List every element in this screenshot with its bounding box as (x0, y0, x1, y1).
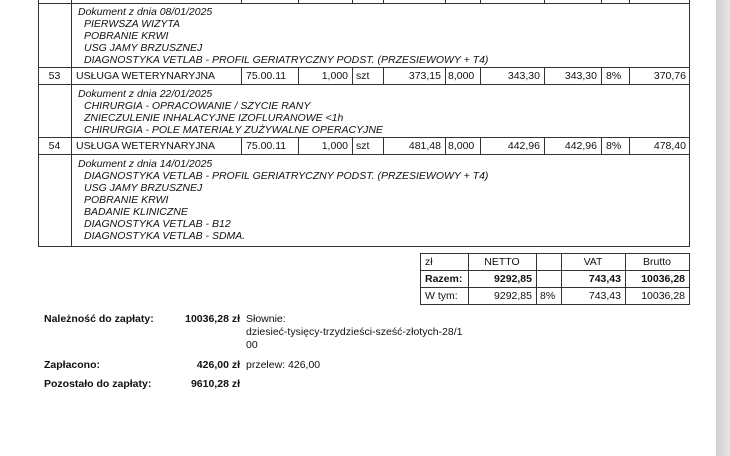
table-left-border (38, 0, 39, 246)
summary-including-netto: 9292,85 (494, 290, 532, 302)
item-quantity: 1,000 (321, 140, 348, 152)
amount-in-words: 00 (246, 339, 258, 351)
item-net-price: 442,96 (507, 140, 540, 152)
detail-line: DIAGNOSTYKA VETLAB - SDMA. (84, 230, 246, 242)
summary-including-vat: 743,43 (588, 290, 621, 302)
summary-total-vat: 743,43 (588, 273, 621, 285)
summary-including-brutto: 10036,28 (641, 290, 685, 302)
amount-in-words: dziesieć-tysięcy-trzydzieści-sześć-złotych-28/1 (246, 326, 463, 338)
col-divider (420, 253, 421, 305)
paid-value: 426,00 zł (196, 359, 240, 371)
page-edge (716, 0, 730, 456)
item-net-value: 442,96 (564, 140, 597, 152)
row-line (38, 154, 690, 155)
row-line (38, 137, 690, 138)
summary-brutto-header: Brutto (642, 256, 671, 268)
col-divider (352, 67, 353, 84)
item-vat-rate: 8% (606, 70, 622, 82)
row-line (420, 253, 689, 254)
item-vat-rate: 8% (606, 140, 622, 152)
detail-line: POBRANIE KRWI (84, 30, 169, 42)
amount-due-label: Należność do zapłaty: (44, 313, 154, 325)
remaining-label: Pozostało do zapłaty: (44, 378, 152, 390)
item-name: USŁUGA WETERYNARYJNA (76, 70, 216, 82)
col-divider (689, 253, 690, 305)
detail-line: Dokument z dnia 22/01/2025 (78, 88, 213, 100)
detail-line: DIAGNOSTYKA VETLAB - PROFIL GERIATRYCZNY PODST. (PRZESIEWOWY + T4) (84, 54, 489, 66)
col-divider (601, 137, 602, 154)
detail-line: CHIRURGIA - POLE MATERIAŁY ZUŻYWALNE OPERACYJNE (84, 124, 383, 136)
detail-line: USG JAMY BRZUSZNEJ (84, 182, 203, 194)
item-pkwiu: 75.00.11 (246, 140, 287, 152)
row-number: 53 (48, 70, 61, 82)
item-price: 373,15 (408, 70, 441, 82)
detail-line: BADANIE KLINICZNE (84, 206, 188, 218)
item-unit: szt (356, 70, 370, 82)
row-line (420, 270, 689, 271)
row-line (38, 67, 690, 68)
row-number: 54 (48, 140, 61, 152)
detail-line: DIAGNOSTYKA VETLAB - PROFIL GERIATRYCZNY PODST. (PRZESIEWOWY + T4) (84, 170, 489, 182)
amount-due-value: 10036,28 zł (185, 313, 240, 325)
col-divider (241, 137, 242, 154)
summary-including-rate: 8% (540, 290, 556, 302)
detail-line: POBRANIE KRWI (84, 194, 169, 206)
item-pkwiu: 75.00.11 (246, 70, 287, 82)
col-divider (601, 67, 602, 84)
row-line (38, 84, 690, 85)
detail-left-border (71, 3, 72, 246)
detail-line: PIERWSZA WIZYTA (84, 18, 181, 30)
summary-total-netto: 9292,85 (494, 273, 532, 285)
item-quantity: 1,000 (321, 70, 348, 82)
item-price: 481,48 (408, 140, 441, 152)
detail-line: CHIRURGIA - OPRACOWANIE / SZYCIE RANY (84, 100, 311, 112)
summary-total-brutto: 10036,28 (641, 273, 685, 285)
row-line (420, 287, 689, 288)
summary-including-label: W tym: (425, 290, 458, 302)
summary-netto-header: NETTO (484, 256, 520, 268)
summary-vat-header: VAT (583, 256, 603, 268)
col-divider (241, 67, 242, 84)
table-right-border (689, 0, 690, 246)
remaining-value: 9610,28 zł (190, 378, 240, 390)
payment-method: przelew: 426,00 (246, 359, 321, 371)
detail-line: DIAGNOSTYKA VETLAB - B12 (84, 218, 231, 230)
detail-line: USG JAMY BRZUSZNEJ (84, 42, 203, 54)
col-divider (445, 137, 446, 154)
item-net-price: 343,30 (507, 70, 540, 82)
summary-currency: zł (425, 256, 433, 268)
summary-total-label: Razem: (425, 273, 463, 285)
paid-label: Zapłacono: (44, 359, 101, 371)
row-line (420, 304, 689, 305)
amount-in-words-label: Słownie: (246, 313, 286, 325)
col-divider (445, 67, 446, 84)
item-net-value: 343,30 (564, 70, 597, 82)
detail-line: Dokument z dnia 14/01/2025 (78, 158, 213, 170)
item-name: USŁUGA WETERYNARYJNA (76, 140, 216, 152)
col-divider (352, 137, 353, 154)
item-unit: szt (356, 140, 370, 152)
detail-line: Dokument z dnia 08/01/2025 (78, 6, 213, 18)
item-gross-value: 478,40 (653, 140, 686, 152)
item-gross-value: 370,76 (653, 70, 686, 82)
item-discount: 8,000 (448, 140, 475, 152)
detail-line: ZNIECZULENIE INHALACYJNE IZOFLURANOWE <1h (84, 112, 344, 124)
col-divider (536, 253, 537, 305)
table-bottom-border (38, 246, 690, 247)
item-discount: 8,000 (448, 70, 475, 82)
row-line (38, 3, 690, 4)
